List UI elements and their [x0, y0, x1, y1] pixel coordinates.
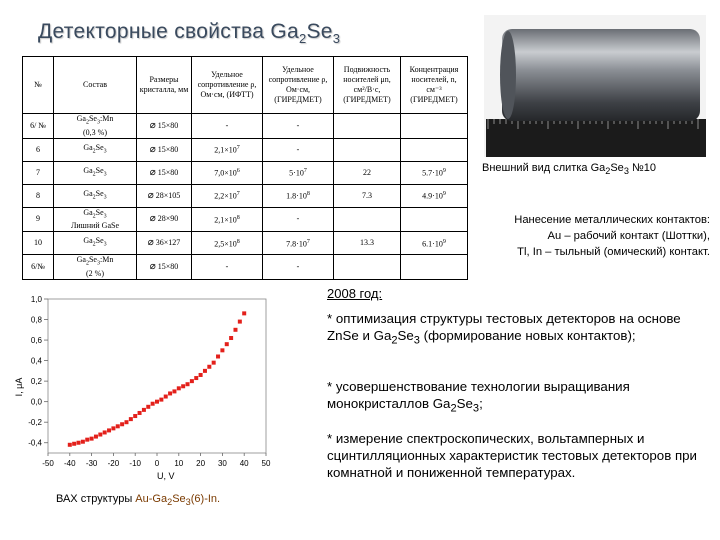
cell-size: ⌀ 36×127 — [137, 232, 192, 255]
x-tick-label: 10 — [174, 459, 184, 468]
cell-size: ⌀ 15×80 — [137, 138, 192, 161]
data-point — [72, 442, 76, 446]
cell-mobility — [334, 138, 401, 161]
cell-concentration: $4.9\cdot 10^9$ — [401, 184, 468, 207]
table-row — [23, 207, 468, 232]
data-point — [181, 384, 185, 388]
table-header-row — [23, 57, 468, 114]
ingot — [502, 29, 700, 121]
data-point — [111, 426, 115, 430]
cell-mobility — [334, 114, 401, 139]
data-point — [229, 336, 233, 340]
data-point — [238, 320, 242, 324]
x-tick-label: 40 — [239, 459, 249, 468]
cell-mobility — [334, 207, 401, 232]
table-row — [23, 255, 468, 280]
data-point — [90, 437, 94, 441]
x-axis-label: U, V — [157, 471, 175, 481]
data-point — [190, 379, 194, 383]
data-point — [212, 361, 216, 365]
cell-mobility: 22 — [334, 161, 401, 184]
cell-concentration — [401, 114, 468, 139]
bullet-1: * оптимизация структуры тестовых детекторов на основе ZnSe и $Ga_2Se_3$ (формирование новых контактов); — [327, 311, 681, 347]
header-rho-ifft: Удельное сопротивление ρ, Ом·см, (ИФТТ) — [192, 57, 263, 114]
y-tick-label: 0,8 — [30, 315, 42, 325]
table-row — [23, 184, 468, 207]
cell-concentration: $5.7\cdot 10^9$ — [401, 161, 468, 184]
bullet-2: * усовершенствование технологии выращивания монокристаллов $Ga_2Se_3$; — [327, 379, 630, 415]
data-point — [120, 422, 124, 426]
data-point — [124, 420, 128, 424]
header-size: Размеры кристалла, мм — [137, 57, 192, 114]
y-tick-label: 0,6 — [30, 336, 42, 346]
data-point — [146, 405, 150, 409]
photo-caption: Внешний вид слитка $Ga_2Se_3$ №10 — [482, 162, 656, 177]
x-tick-label: 30 — [217, 459, 227, 468]
cell-size: ⌀ 15×80 — [137, 255, 192, 280]
header-sostav: Состав — [54, 57, 137, 114]
cell-rho-ifft: $2,2\times 10^7$ — [192, 184, 263, 207]
contacts-line-3: Tl, In – тыльный (омический) контакт. — [517, 246, 710, 258]
y-tick-label: -0,4 — [28, 438, 42, 448]
page-title: Детекторные свойства $Ga_2Se_3$ — [38, 20, 341, 47]
cell-num: 8 — [23, 184, 54, 207]
x-tick-label: -10 — [129, 459, 141, 468]
table-row — [23, 114, 468, 139]
y-tick-label: 0,2 — [30, 377, 42, 387]
cell-concentration — [401, 207, 468, 232]
data-point — [186, 382, 190, 386]
ruler — [486, 119, 706, 157]
data-point — [81, 440, 85, 444]
cell-rho-ifft: $2,5\times 10^8$ — [192, 232, 263, 255]
data-point — [220, 348, 224, 352]
header-concentration: Концентрация носителей, n, см⁻³ (ГИРЕДМЕТ) — [401, 57, 468, 114]
data-point — [233, 328, 237, 332]
data-point — [225, 342, 229, 346]
data-point — [103, 430, 107, 434]
contacts-line-2: Au – рабочий контакт (Шоттки), — [547, 230, 710, 242]
x-tick-label: -50 — [42, 459, 54, 468]
header-rho-giredmet: Удельное сопротивление ρ, Ом·см, (ГИРЕДМЕТ) — [263, 57, 334, 114]
cell-concentration — [401, 138, 468, 161]
data-point — [85, 438, 89, 442]
cell-rho-giredmet: - — [263, 207, 334, 232]
x-tick-label: -30 — [85, 459, 98, 468]
data-point — [177, 386, 181, 390]
data-point — [133, 414, 137, 418]
contacts-line-1: Нанесение металлических контактов: — [514, 214, 710, 226]
data-point — [194, 376, 198, 380]
cell-rho-giredmet: - — [263, 114, 334, 139]
cell-num: 6 — [23, 138, 54, 161]
table-row — [23, 138, 468, 161]
data-point — [142, 408, 146, 412]
cell-sostav: $Ga_2Se_3:Mn$ (2 %) — [54, 255, 137, 280]
x-tick-label: 20 — [196, 459, 206, 468]
x-tick-label: 0 — [154, 459, 160, 468]
cell-rho-ifft: - — [192, 255, 263, 280]
data-point — [168, 391, 172, 395]
data-point — [77, 441, 81, 445]
data-point — [155, 400, 159, 404]
cell-size: ⌀ 28×105 — [137, 184, 192, 207]
data-point — [151, 402, 155, 406]
plot-frame — [48, 299, 266, 453]
y-axis-label: I, μA — [14, 377, 24, 397]
x-tick-label: -20 — [107, 459, 120, 468]
table-row — [23, 232, 468, 255]
cell-num: 10 — [23, 232, 54, 255]
vax-caption: ВАХ структуры $Au-Ga_2Se_3(6)-In$. — [56, 493, 221, 508]
data-point — [203, 369, 207, 373]
x-tick-label: -40 — [64, 459, 76, 468]
cell-sostav: $Ga_2Se_3$ Лишний GaSe — [54, 207, 137, 232]
data-point — [94, 435, 98, 439]
cell-concentration: $6.1\cdot 10^9$ — [401, 232, 468, 255]
cell-concentration — [401, 255, 468, 280]
y-tick-label: 0,4 — [30, 356, 42, 366]
header-mobility: Подвижность носителей μn, см²/В·с, (ГИРЕДМЕТ) — [334, 57, 401, 114]
cell-num: 6/ № — [23, 114, 54, 139]
bullet-3: * измерение спектроскопических, вольтамперных и сцинтилляционных характеристик тестовых детекторов при комнатной и пониженной температурах. — [327, 431, 697, 480]
data-point — [216, 354, 220, 358]
cell-sostav: $Ga_2Se_3:Mn$ (0,3 %) — [54, 114, 137, 139]
data-point — [138, 411, 142, 415]
data-point — [116, 424, 120, 428]
data-point — [68, 443, 72, 447]
x-tick-label: 50 — [261, 459, 271, 468]
data-point — [172, 389, 176, 393]
header-num: № — [23, 57, 54, 114]
ingot-photo — [484, 15, 706, 157]
cell-sostav: $Ga_2Se_3$ — [54, 184, 137, 207]
table-body — [23, 114, 468, 280]
cell-rho-ifft: $2,1\times 10^7$ — [192, 138, 263, 161]
cell-mobility — [334, 255, 401, 280]
data-point — [199, 373, 203, 377]
cell-size: ⌀ 15×80 — [137, 161, 192, 184]
properties-table — [22, 56, 468, 280]
data-point — [164, 395, 168, 399]
cell-sostav: $Ga_2Se_3$ — [54, 161, 137, 184]
data-point — [98, 433, 102, 437]
data-point — [207, 365, 211, 369]
cell-mobility: 13.3 — [334, 232, 401, 255]
cell-sostav: $Ga_2Se_3$ — [54, 138, 137, 161]
year-heading: 2008 год: — [327, 286, 383, 301]
cell-rho-giredmet: $7.8\cdot 10^7$ — [263, 232, 334, 255]
table-row — [23, 161, 468, 184]
cell-rho-ifft: - — [192, 114, 263, 139]
contacts-text — [470, 212, 710, 260]
iv-chart — [0, 285, 300, 515]
y-tick-label: 1,0 — [30, 295, 42, 304]
cell-size: ⌀ 28×90 — [137, 207, 192, 232]
y-tick-label: -0,2 — [28, 418, 42, 428]
cell-rho-ifft: $2,1\times 10^8$ — [192, 207, 263, 232]
cell-rho-ifft: $7,0\times 10^6$ — [192, 161, 263, 184]
data-point — [107, 428, 111, 432]
cell-mobility: 7.3 — [334, 184, 401, 207]
y-tick-label: 0,0 — [30, 397, 42, 407]
cell-rho-giredmet: - — [263, 138, 334, 161]
cell-num: 9 — [23, 207, 54, 232]
cell-num: 6/№ — [23, 255, 54, 280]
data-point — [129, 417, 133, 421]
cell-size: ⌀ 15×80 — [137, 114, 192, 139]
data-point — [242, 311, 246, 315]
data-point — [159, 398, 163, 402]
cell-rho-giredmet: - — [263, 255, 334, 280]
cell-sostav: $Ga_2Se_3$ — [54, 232, 137, 255]
cell-num: 7 — [23, 161, 54, 184]
cell-rho-giredmet: $1.8\cdot 10^8$ — [263, 184, 334, 207]
cell-rho-giredmet: $5\cdot 10^7$ — [263, 161, 334, 184]
